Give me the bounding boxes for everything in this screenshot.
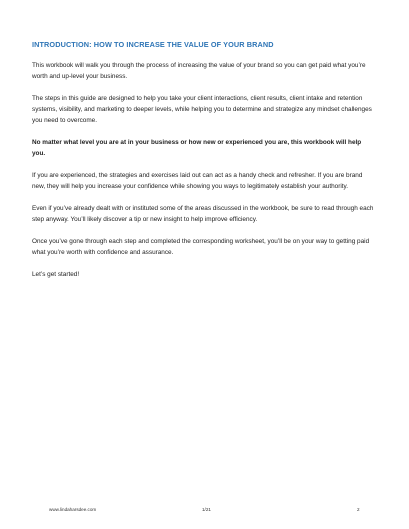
paragraph-already-dealt: Even if you’ve already dealt with or instituted some of the areas discussed in the workbook, be sure to read through each step anyway. You’ll likely discover a tip or new insight to help improve efficiency. [32,205,374,223]
page-content [32,40,376,293]
paragraph-steps: The steps in this guide are designed to help you take your client interactions, client results, client intake and retention systems, visibility, and marketing to deeper levels, while helping you to determine and strategize any mindset challenges you need to overcome. [32,95,372,124]
paragraph-closing: Let’s get started! [32,271,80,279]
footer-date: 1/21 [202,507,211,512]
section-heading: INTRODUCTION: HOW TO INCREASE THE VALUE OF YOUR BRAND [32,40,274,49]
footer-website-link[interactable]: www.lindaharsdee.com [49,507,97,512]
paragraph-completion: Once you’ve gone through each step and completed the corresponding worksheet, you’ll be on your way to getting paid what you’re worth with confidence and assurance. [32,238,370,257]
paragraph-emphasis: No matter what level you are at in your business or how new or experienced you are, this workbook will help you. [32,138,362,157]
paragraph-experienced: If you are experienced, the strategies and exercises laid out can act as a handy check and refresher. If you are brand new, they will help you increase your confidence while showing you ways to legitimately establish your authority. [32,172,363,190]
paragraph-intro: This workbook will walk you through the process of increasing the value of your brand so you can get paid what you’re worth and up-level your business. [32,62,366,80]
footer-page-number: 2 [357,507,360,512]
